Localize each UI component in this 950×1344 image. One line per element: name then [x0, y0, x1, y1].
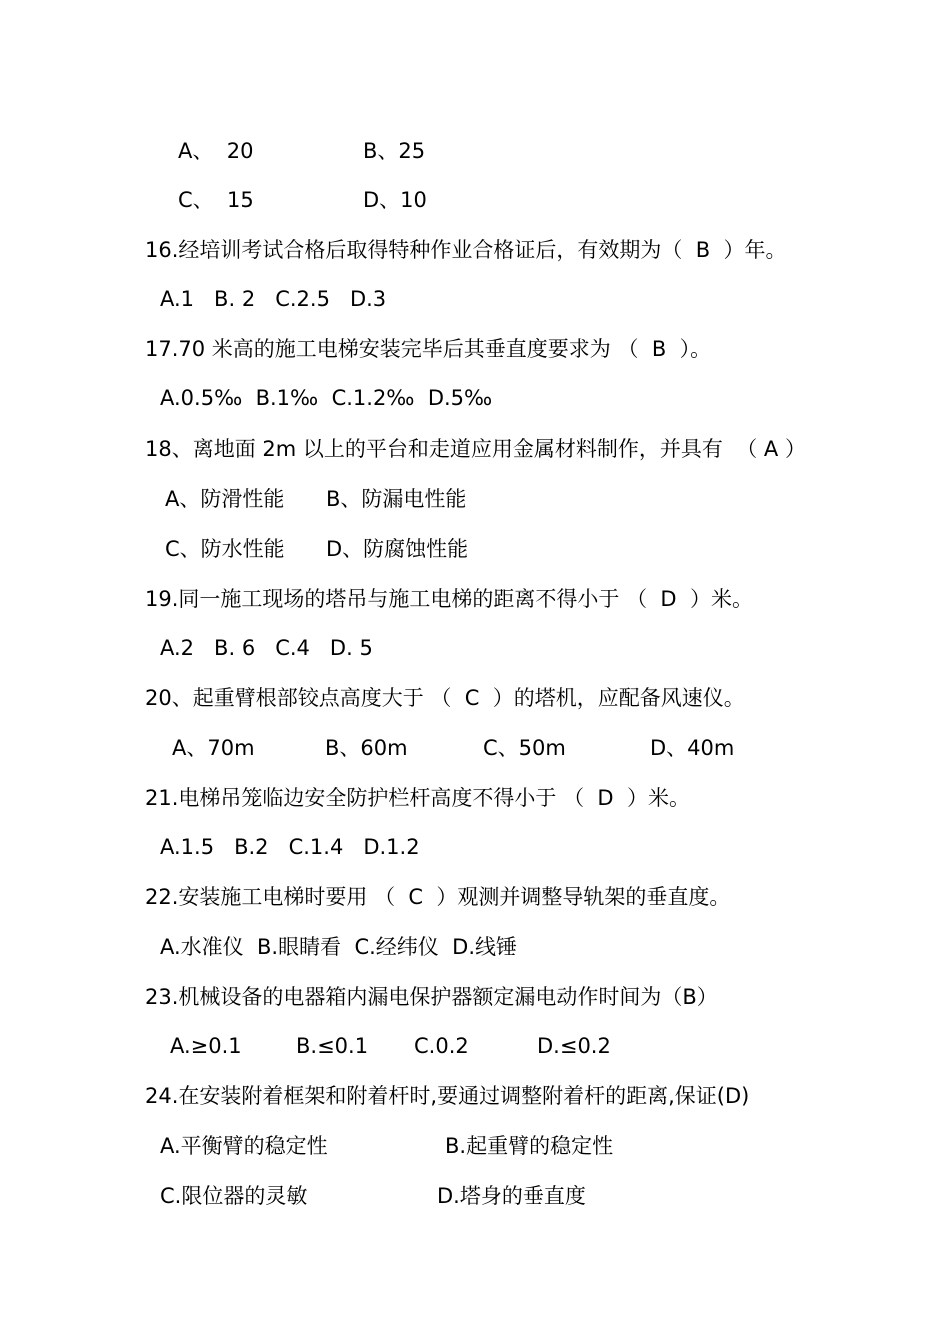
question-21-options: A.1.5 B.2 C.1.4 D.1.2	[160, 835, 420, 859]
question-19-options: A.2 B. 6 C.4 D. 5	[160, 636, 373, 660]
q15-option-a: A、 20	[178, 139, 254, 163]
q15-option-b: B、25	[363, 139, 426, 163]
q15-option-c: C、 15	[178, 188, 254, 212]
question-16-options: A.1 B. 2 C.2.5 D.3	[160, 287, 387, 311]
question-24-option-b: B.起重臂的稳定性	[445, 1134, 614, 1158]
question-24-option-d: D.塔身的垂直度	[437, 1184, 586, 1208]
question-23-option-c: C.0.2	[414, 1034, 469, 1058]
question-23-option-a: A.≥0.1	[170, 1034, 242, 1058]
question-18-option-b: B、防漏电性能	[326, 487, 467, 511]
question-17-options: A.0.5‰ B.1‰ C.1.2‰ D.5‰	[160, 386, 493, 410]
question-24-option-c: C.限位器的灵敏	[160, 1184, 308, 1208]
question-18-option-d: D、防腐蚀性能	[326, 537, 469, 561]
question-22-options: A.水准仪 B.眼睛看 C.经纬仪 D.线锤	[160, 935, 517, 959]
question-20: 20、起重臂根部铰点高度大于 （ C ）的塔机，应配备风速仪。	[145, 686, 745, 710]
question-18-option-c: C、防水性能	[165, 537, 285, 561]
question-17: 17.70 米高的施工电梯安装完毕后其垂直度要求为 （ B ）。	[145, 337, 712, 361]
question-23-option-d: D.≤0.2	[537, 1034, 611, 1058]
question-19: 19.同一施工现场的塔吊与施工电梯的距离不得小于 （ D ）米。	[145, 587, 753, 611]
question-24-option-a: A.平衡臂的稳定性	[160, 1134, 328, 1158]
question-20-option-d: D、40m	[650, 736, 735, 760]
question-18-option-a: A、防滑性能	[165, 487, 285, 511]
question-22: 22.安装施工电梯时要用 （ C ）观测并调整导轨架的垂直度。	[145, 885, 731, 909]
question-21: 21.电梯吊笼临边安全防护栏杆高度不得小于 （ D ）米。	[145, 786, 690, 810]
question-20-option-c: C、50m	[483, 736, 566, 760]
question-18: 18、离地面 2m 以上的平台和走道应用金属材料制作，并具有 （ A ）	[145, 437, 806, 461]
q15-option-d: D、10	[363, 188, 427, 212]
question-23: 23.机械设备的电器箱内漏电保护器额定漏电动作时间为（B）	[145, 985, 718, 1009]
question-23-option-b: B.≤0.1	[296, 1034, 369, 1058]
question-16: 16.经培训考试合格后取得特种作业合格证后，有效期为（ B ）年。	[145, 238, 787, 262]
question-24: 24.在安装附着框架和附着杆时,要通过调整附着杆的距离,保证(D)	[145, 1084, 750, 1108]
question-20-option-b: B、60m	[325, 736, 408, 760]
question-20-option-a: A、70m	[172, 736, 255, 760]
